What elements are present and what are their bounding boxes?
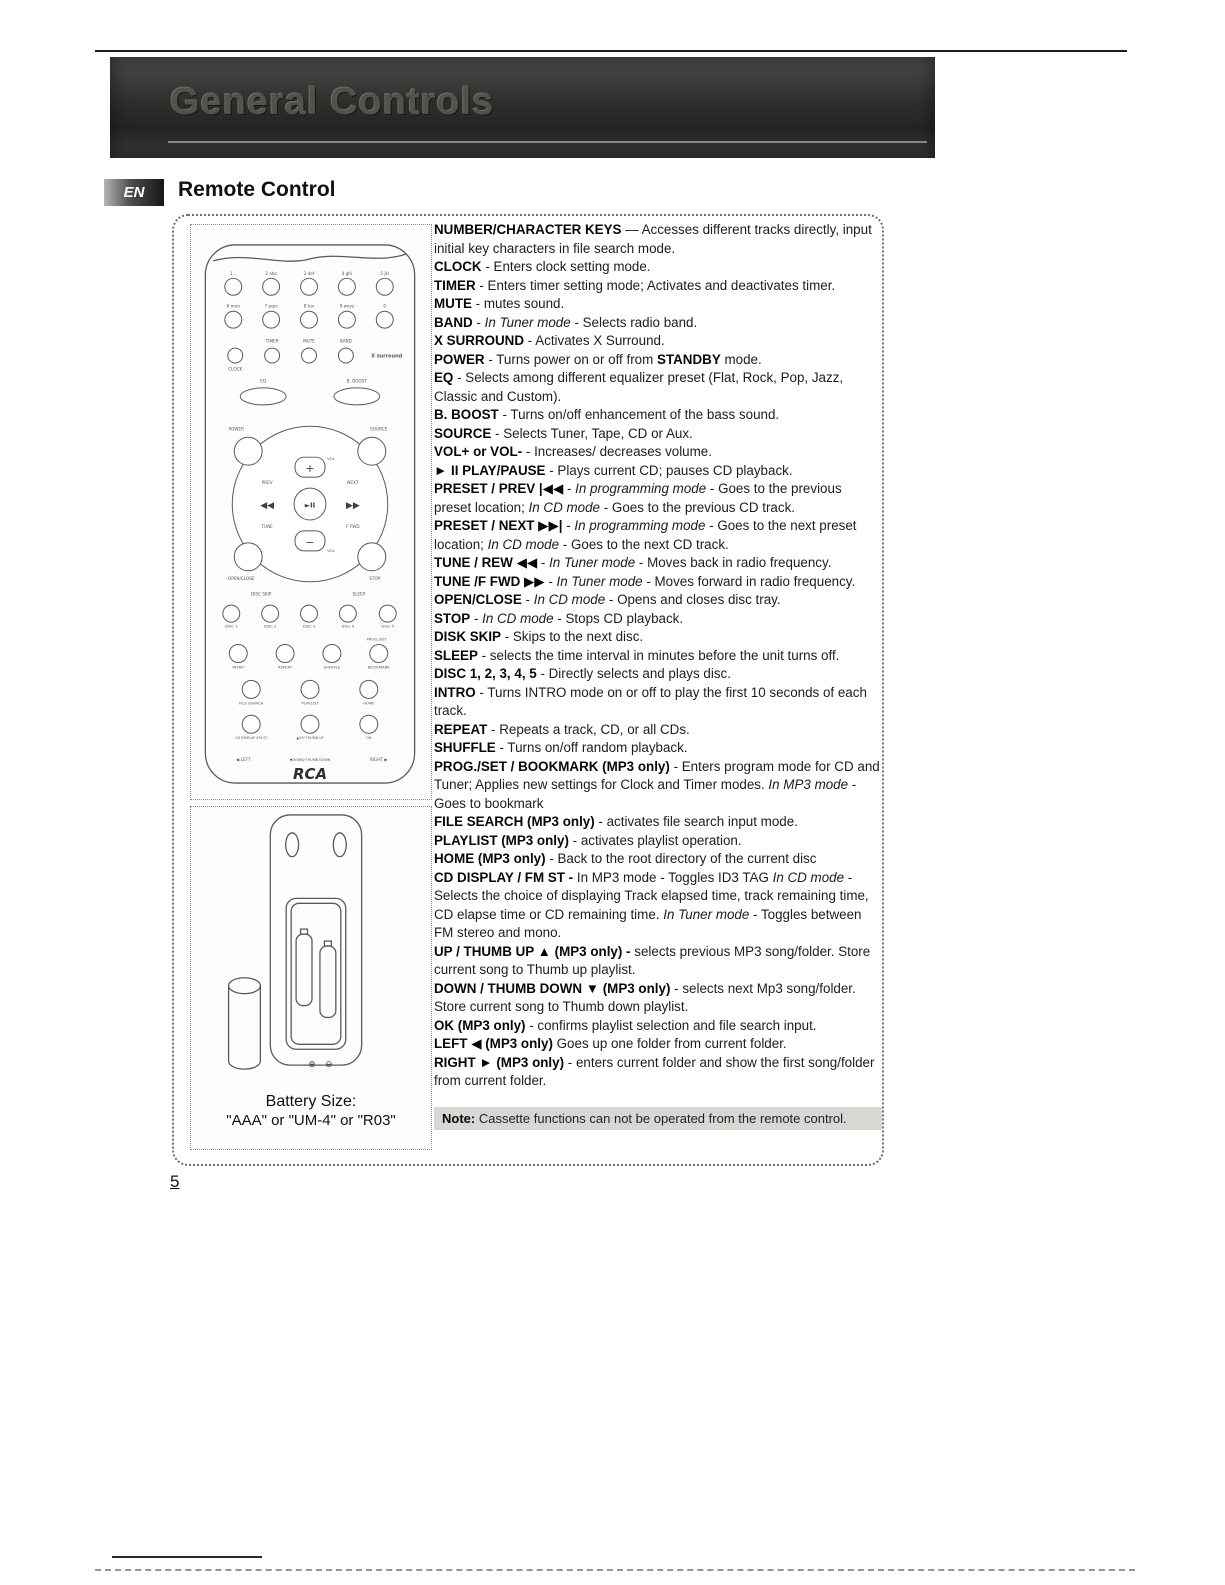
playlist-button-label: PLAYLIST	[301, 700, 319, 706]
bboost-button-label: B. BOOST	[346, 378, 367, 384]
key-label-0: 0	[383, 303, 387, 309]
play-pause-icon: ►II	[304, 501, 316, 510]
banner-title: General Controls	[170, 81, 495, 123]
battery-minus-icon: ⊖	[325, 1060, 333, 1071]
timer-button-label: TIMER	[265, 338, 279, 344]
description-item: NUMBER/CHARACTER KEYS — Accesses different tracks directly, input initial key characters in file search mode.	[434, 222, 872, 256]
description-item: FILE SEARCH (MP3 only) - activates file search input mode.	[434, 814, 798, 829]
cassette-note	[434, 1107, 882, 1130]
description-item: CLOCK - Enters clock setting mode.	[434, 259, 651, 274]
top-rule	[95, 50, 1127, 52]
description-item: INTRO - Turns INTRO mode on or off to play the first 10 seconds of each track.	[434, 684, 867, 718]
page-title: Remote Control	[178, 178, 336, 201]
description-item: DISC 1, 2, 3, 4, 5 - Directly selects and plays disc.	[434, 666, 731, 681]
prog-set-label: PROG./SET	[366, 636, 387, 642]
disc5-label: DISC 5	[381, 623, 395, 629]
vol-down-label: VOL	[327, 547, 335, 553]
rewind-icon: ◀◀	[260, 501, 275, 512]
description-item: TUNE / REW ◀◀ - In Tuner mode - Moves back in radio frequency.	[434, 555, 832, 570]
description-item: PRESET / NEXT ▶▶| - In programming mode - Goes to the next preset location; In CD mode - Goes to the next CD track.	[434, 518, 857, 552]
minus-icon: −	[305, 535, 315, 549]
banner-underline	[168, 141, 927, 143]
thumb-up-label: ▲UP/ THUMB UP	[296, 736, 324, 741]
disc1-label: DISC 1	[224, 623, 238, 629]
description-item: SLEEP - selects the time interval in minutes before the unit turns off.	[434, 647, 840, 663]
bookmark-button-label: BOOKMARK	[367, 664, 390, 670]
description-item: PROG./SET / BOOKMARK (MP3 only) - Enters program mode for CD and Tuner; Applies new settings for Clock and Timer modes. In MP3 mode - Goes to bookmark	[434, 758, 880, 811]
footer-dashed-rule	[95, 1569, 1135, 1571]
ffwd-label: F FWD	[346, 523, 360, 529]
page-number: 5	[170, 1172, 180, 1191]
key-label-5: 5 jkl	[380, 270, 390, 276]
description-item: BAND - In Tuner mode - Selects radio band.	[434, 314, 698, 330]
note-text: Cassette functions can not be operated from the remote control.	[475, 1110, 847, 1126]
description-item: LEFT ◀ (MP3 only) Goes up one folder from current folder.	[434, 1036, 787, 1051]
source-button-label: SOURCE	[370, 426, 388, 432]
shuffle-button-label: SHUFFLE	[323, 664, 341, 670]
key-label-2: 2 abc	[265, 270, 277, 276]
description-list	[434, 221, 882, 1091]
remote-illustration	[190, 224, 432, 800]
disc4-label: DISC 4	[341, 623, 355, 629]
key-label-3: 3 def	[303, 270, 315, 276]
battery-plus-icon: ⊕	[308, 1060, 316, 1071]
battery-drawing-icon	[192, 807, 430, 1085]
key-label-6: 6 mno	[226, 303, 240, 309]
right-arrow-label: RIGHT ▶	[369, 757, 388, 763]
remote-drawing-icon	[191, 225, 429, 797]
vol-up-label: VOL	[327, 456, 335, 462]
key-label-9: 9 wxyz	[339, 303, 355, 309]
battery-caption	[191, 1092, 431, 1131]
disc2-label: DISC 2	[263, 623, 277, 629]
home-button-label: HOME	[363, 700, 375, 706]
key-label-4: 4 ghi	[341, 270, 353, 276]
description-item: X SURROUND - Activates X Surround.	[434, 333, 665, 348]
description-item: SOURCE - Selects Tuner, Tape, CD or Aux.	[434, 425, 693, 441]
description-item: CD DISPLAY / FM ST - In MP3 mode - Toggles ID3 TAG In CD mode - Selects the choice of displaying Track elapsed time, track remaining time, CD elapse time or CD remaining time. In Tuner mode - Toggles between FM stereo and mono.	[434, 869, 869, 940]
eq-button-label: EQ	[260, 378, 267, 384]
content-box	[172, 214, 884, 1166]
open-close-label: OPEN/CLOSE	[227, 575, 255, 581]
description-item: PRESET / PREV |◀◀ - In programming mode - Goes to the previous preset location; In CD mode - Goes to the previous CD track.	[434, 481, 842, 515]
band-button-label: BAND	[339, 338, 352, 344]
battery-illustration	[190, 806, 432, 1150]
battery-size-label: Battery Size:	[265, 1093, 357, 1110]
description-item: OPEN/CLOSE - In CD mode - Opens and closes disc tray.	[434, 592, 781, 607]
description-item: UP / THUMB UP ▲ (MP3 only) - selects previous MP3 song/folder. Store current song to Thumb up playlist.	[434, 943, 871, 977]
description-item: HOME (MP3 only) - Back to the root directory of the current disc	[434, 851, 817, 866]
clock-button-label: CLOCK	[228, 366, 243, 372]
sleep-button-label: SLEEP	[352, 591, 366, 597]
description-item: STOP - In CD mode - Stops CD playback.	[434, 610, 684, 626]
description-item: PLAYLIST (MP3 only) - activates playlist operation.	[434, 832, 742, 848]
disc3-label: DISC 3	[302, 623, 316, 629]
description-item: REPEAT - Repeats a track, CD, or all CDs.	[434, 721, 690, 737]
button-descriptions	[434, 221, 882, 1130]
intro-button-label: INTRO	[232, 664, 245, 670]
stop-button-label: STOP	[369, 575, 381, 581]
description-item: VOL+ or VOL- - Increases/ decreases volume.	[434, 444, 712, 459]
description-item: MUTE - mutes sound.	[434, 296, 565, 311]
brand-logo: RCA	[292, 765, 328, 784]
next-button-label: NEXT	[347, 480, 359, 486]
plus-icon: +	[305, 462, 315, 476]
tune-label: TUNE	[261, 523, 273, 529]
language-badge: EN	[104, 179, 164, 206]
description-item: POWER - Turns power on or off from STANDBY mode.	[434, 351, 762, 367]
ok-button-label: OK	[366, 735, 372, 741]
description-item: DOWN / THUMB DOWN ▼ (MP3 only) - selects next Mp3 song/folder. Store current song to Thumb down playlist.	[434, 980, 856, 1014]
power-button-label: POWER	[228, 426, 244, 432]
battery-size-values: "AAA" or "UM-4" or "R03"	[226, 1112, 396, 1129]
description-item: TIMER - Enters timer setting mode; Activates and deactivates timer.	[434, 277, 836, 293]
description-item: SHUFFLE - Turns on/off random playback.	[434, 740, 688, 755]
description-item: B. BOOST - Turns on/off enhancement of the bass sound.	[434, 407, 780, 422]
left-arrow-label: ◀ LEFT	[236, 757, 251, 763]
key-label-1: 1 .,	[229, 270, 237, 276]
description-item: EQ - Selects among different equalizer preset (Flat, Rock, Pop, Jazz, Classic and Custom).	[434, 370, 844, 404]
note-label: Note:	[442, 1110, 476, 1126]
down-thumb-down-label: ▼DOWN/ THUMB DOWN	[289, 758, 331, 763]
file-search-label: FILE SEARCH	[239, 700, 264, 706]
disc-skip-label: DISC SKIP	[250, 591, 272, 597]
prev-button-label: PREV	[261, 480, 273, 486]
cd-display-label: CD DISPLAY /FM ST	[235, 736, 268, 741]
key-label-8: 8 tuv	[303, 303, 315, 309]
description-item: ► II PLAY/PAUSE - Plays current CD; pauses CD playback.	[434, 462, 793, 478]
description-item: RIGHT ► (MP3 only) - enters current folder and show the first song/folder from current folder.	[434, 1054, 875, 1088]
description-item: TUNE /F FWD ▶▶ - In Tuner mode - Moves forward in radio frequency.	[434, 573, 856, 589]
description-item: OK (MP3 only) - confirms playlist selection and file search input.	[434, 1017, 817, 1033]
mute-button-label: MUTE	[303, 338, 315, 344]
key-label-7: 7 pqrs	[264, 303, 278, 309]
fast-forward-icon: ▶▶	[345, 501, 360, 512]
x-surround-label: X surround	[371, 353, 403, 360]
footer-rule	[112, 1556, 262, 1558]
description-item: DISK SKIP - Skips to the next disc.	[434, 629, 644, 644]
repeat-button-label: REPEAT	[277, 664, 293, 670]
section-banner	[110, 57, 935, 158]
